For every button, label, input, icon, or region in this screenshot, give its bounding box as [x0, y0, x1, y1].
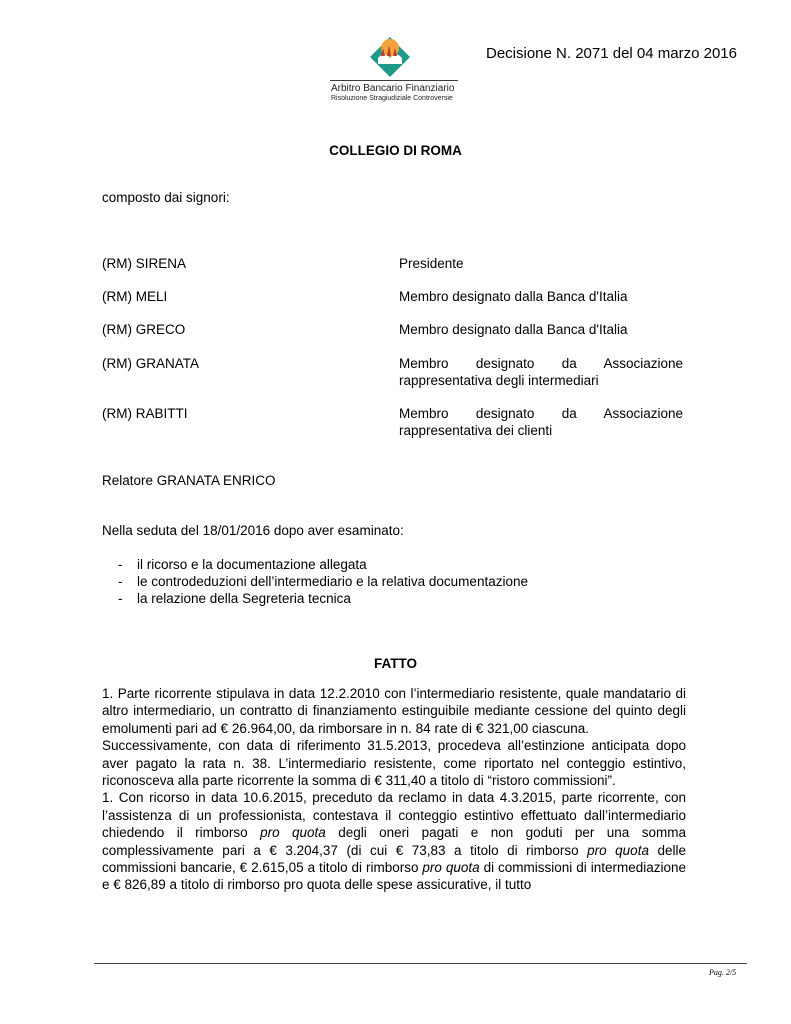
member-name: (RM) GRANATA [102, 356, 199, 371]
paragraph-text: degli oneri pagati e non goduti per una somma complessivamente pari a € 3.204,37 (di cui € 73,83 a titolo di rimborso [102, 825, 686, 858]
list-item-text: le controdeduzioni dell’intermediario e la relativa documentazione [137, 574, 528, 589]
member-role: Presidente [399, 256, 464, 271]
member-role: Membro designato da Associazione rappresentativa degli intermediari [399, 356, 683, 388]
rapporteur: Relatore GRANATA ENRICO [102, 473, 276, 488]
list-item-text: il ricorso e la documentazione allegata [137, 557, 367, 572]
paragraph-text: delle commissioni bancarie, € 2.615,05 a titolo di rimborso [102, 842, 686, 876]
member-name: (RM) GRECO [102, 322, 186, 337]
page-number: Pag. 2/5 [709, 968, 737, 977]
paragraph [102, 789, 686, 893]
abf-logo [330, 34, 460, 106]
list-item: - le controdeduzioni dell’intermediario e la relativa documentazione [118, 574, 528, 589]
paragraph: 1. Parte ricorrente stipulava in data 12.2.2010 con l’intermediario resistente, quale mandatario di altro intermediario, un contratto di finanziamento estinguibile mediante cessione del quinto degli emolumenti pari ad € 26.964,00, da rimborsare in n. 84 rate di € 321,00 ciascuna. [102, 686, 686, 736]
section-title: FATTO [374, 656, 417, 671]
decision-number: Decisione N. 2071 del 04 marzo 2016 [486, 45, 737, 62]
logo-subtitle: Risoluzione Stragiudiziale Controversie [331, 95, 453, 102]
logo-title: Arbitro Bancario Finanziario [331, 83, 455, 94]
list-item: - il ricorso e la documentazione allegata [118, 557, 367, 572]
italic-text: pro quota [587, 842, 649, 858]
member-name: (RM) MELI [102, 289, 168, 304]
member-role: Membro designato da Associazione rappresentativa dei clienti [399, 406, 683, 438]
facts-body [102, 685, 686, 894]
italic-text: pro quota [422, 860, 480, 876]
paragraph-text: 1. Con ricorso in data 10.6.2015, preceduto da reclamo in data 4.3.2015, parte ricorrente, con l’assistenza di un professionista, contestava il conteggio estintivo effettuato dall’intermediario chiedendo il rimborso [102, 790, 686, 841]
member-name: (RM) RABITTI [102, 406, 188, 421]
italic-text: pro quota [260, 825, 326, 841]
examined-items-list [118, 556, 528, 607]
paragraph-text: di commissioni di intermediazione e € 826,89 a titolo di rimborso pro quota delle spese assicurative, il tutto [102, 860, 686, 893]
list-item-text: la relazione della Segreteria tecnica [137, 591, 351, 606]
abf-logo-emblem-icon [368, 34, 412, 80]
footer-divider [94, 963, 747, 964]
paragraph: Successivamente, con data di riferimento 31.5.2013, procedeva all’estinzione anticipata dopo aver pagato la rata n. 38. L’intermediario resistente, come riportato nel conteggio estintivo, riconosceva alla parte ricorrente la somma di € 311,40 a titolo di “ristoro commissioni”. [102, 738, 686, 789]
member-role: Membro designato dalla Banca d'Italia [399, 322, 628, 337]
college-title: COLLEGIO DI ROMA [329, 143, 462, 158]
logo-divider [330, 80, 458, 81]
composed-intro: composto dai signori: [102, 190, 230, 205]
member-role: Membro designato dalla Banca d'Italia [399, 289, 628, 304]
session-intro: Nella seduta del 18/01/2016 dopo aver esaminato: [102, 523, 404, 538]
list-item: - la relazione della Segreteria tecnica [118, 591, 351, 606]
member-name: (RM) SIRENA [102, 256, 186, 271]
